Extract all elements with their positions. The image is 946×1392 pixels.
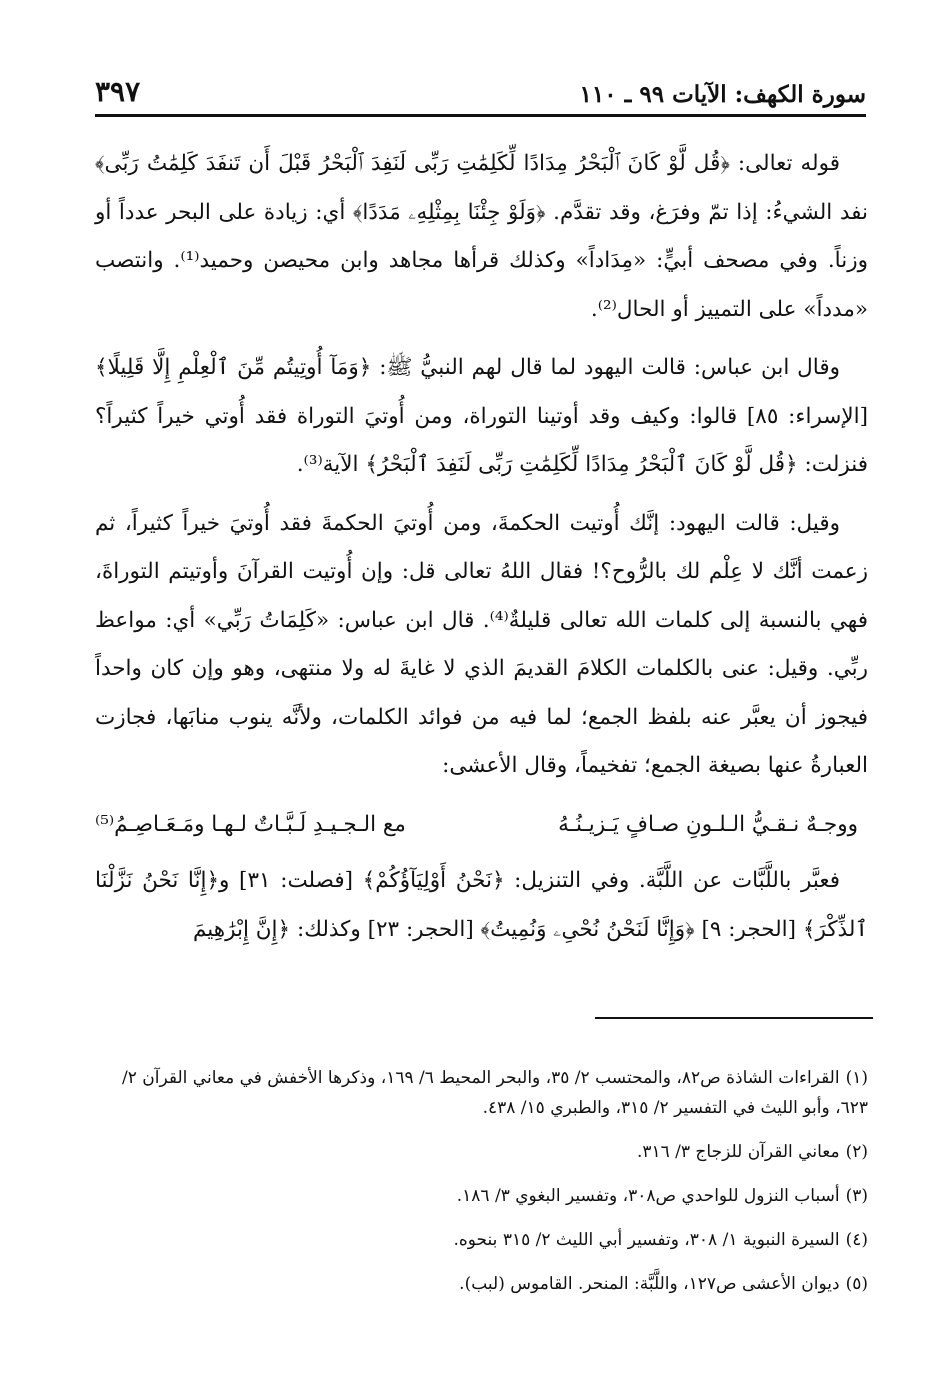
footnote <box>95 1269 868 1299</box>
footnote-text: معاني القرآن للزجاج ٣/ ٣١٦. <box>636 1142 840 1162</box>
verse-first-hemistich: ووجـهٌ نـقـيُّ الـلـونِ صـافٍ يَـزيـنُـهُ <box>558 811 858 837</box>
footnote-text: أسباب النزول للواحدي ص٣٠٨، وتفسير البغوي ٣/ ١٨٦. <box>456 1186 840 1206</box>
poetry-verse <box>95 801 868 850</box>
footnote-number: (٥) <box>845 1274 868 1294</box>
footnote-number: (٢) <box>845 1142 868 1162</box>
footnote-divider <box>595 1017 873 1019</box>
page-header <box>95 68 866 117</box>
paragraph: فعبَّر باللَّبَّات عن اللَّبَّة. وفي التنزيل: ﴿نَحْنُ أَوْلِيَآؤُكُمْ﴾ [فصلت: ٣١] و﴿إِنَّا نَحْنُ نَزَّلْنَا ٱلذِّكْرَ﴾ [الحجر: ٩] ﴿وَإِنَّا لَنَحْنُ نُحْىِۦ وَنُمِيتُ﴾ [الحجر: ٢٣] وكذلك: ﴿إِنَّ إِبْرَٰهِيمَ <box>95 868 868 942</box>
footnote <box>95 1063 868 1123</box>
footnote-text: القراءات الشاذة ص٨٢، والمحتسب ٢/ ٣٥، والبحر المحيط ٦/ ١٦٩، وذكرها الأخفش في معاني القرآن ٢/ ٦٢٣، وأبو الليث في التفسير ٢/ ٣١٥، والطبري ١٥/ ٤٣٨. <box>122 1068 868 1118</box>
footnotes <box>95 1063 868 1313</box>
paragraph: وقال ابن عباس: قالت اليهود لما قال لهم النبيُّ ﷺ: ﴿وَمَآ أُوتِيتُم مِّنَ ٱلْعِلْمِ إِلَّا قَلِيلًا﴾ [الإسراء: ٨٥] قالوا: وكيف وقد أوتينا التوراة، ومن أُوتيَ التوراة فقد أُوتي خيراً كثيراً؟ فنزلت: ﴿قُل لَّوْ كَانَ ٱلْبَحْرُ مِدَادًا لِّكَلِمَٰتِ رَبِّى لَنَفِدَ ٱلْبَحْرُ﴾ الآية⁽³⁾. <box>95 355 868 477</box>
main-text <box>95 140 868 964</box>
paragraph: قوله تعالى: ﴿قُل لَّوْ كَانَ ٱلْبَحْرُ مِدَادًا لِّكَلِمَٰتِ رَبِّى لَنَفِدَ ٱلْبَحْرُ قَبْلَ أَن تَنفَدَ كَلِمَٰتُ رَبِّى﴾ نفد الشيءُ: إذا تمّ وفرَغ، وقد تقدَّم. ﴿وَلَوْ جِئْنَا بِمِثْلِهِۦ مَدَدًا﴾ أي: زيادة على البحر عدداً أو وزناً. وفي مصحف أبيٍّ: «مِدَاداً» وكذلك قرأها مجاهد وابن محيصن وحميد⁽¹⁾. وانتصب «مدداً» على التمييز أو الحال⁽²⁾. <box>95 151 868 322</box>
footnote-number: (٣) <box>845 1186 868 1206</box>
paragraph: وقيل: قالت اليهود: إنَّك أُوتيت الحكمةَ، ومن أُوتيَ الحكمةَ فقد أُوتيَ خيراً كثيراً، ثم زعمت أنَّك لا عِلْم لك بالرُّوح؟! فقال اللهُ تعالى قل: وإن أُوتيت القرآنَ وأوتيتم التوراةَ، فهي بالنسبة إلى كلمات الله تعالى قليلةٌ⁽⁴⁾. قال ابن عباس: «كَلِمَاتُ رَبِّي» أي: مواعظ ربِّي. وقيل: عنى بالكلمات الكلامَ القديمَ الذي لا غايةَ له ولا منتهى، وهو وإن كان واحداً فيجوز أن يعبَّر عنه بلفظ الجمع؛ لما فيه من فوائد الكلمات، ولأنَّه ينوب منابَها، فجازت العبارةُ عنها بصيغة الجمع؛ تفخيماً، وقال الأعشى: <box>95 510 868 778</box>
footnote-text: ديوان الأعشى ص١٢٧، واللَّبَّة: المنحر. القاموس (لبب). <box>459 1274 840 1294</box>
running-title: سورة الكهف: الآيات ٩٩ ـ ١١٠ <box>579 81 866 108</box>
verse-second-hemistich: مع الـجـيـدِ لَـبَّـاتٌ لـهـا ومَـعَـاصِـمُ⁽⁵⁾ <box>95 811 406 837</box>
footnote <box>95 1225 868 1255</box>
footnote <box>95 1137 868 1167</box>
footnote <box>95 1181 868 1211</box>
footnote-text: السيرة النبوية ١/ ٣٠٨، وتفسير أبي الليث ٢/ ٣١٥ بنحوه. <box>453 1230 840 1250</box>
page-number: ٣٩٧ <box>95 75 141 108</box>
footnote-number: (٤) <box>845 1230 868 1250</box>
footnote-number: (١) <box>845 1068 868 1088</box>
